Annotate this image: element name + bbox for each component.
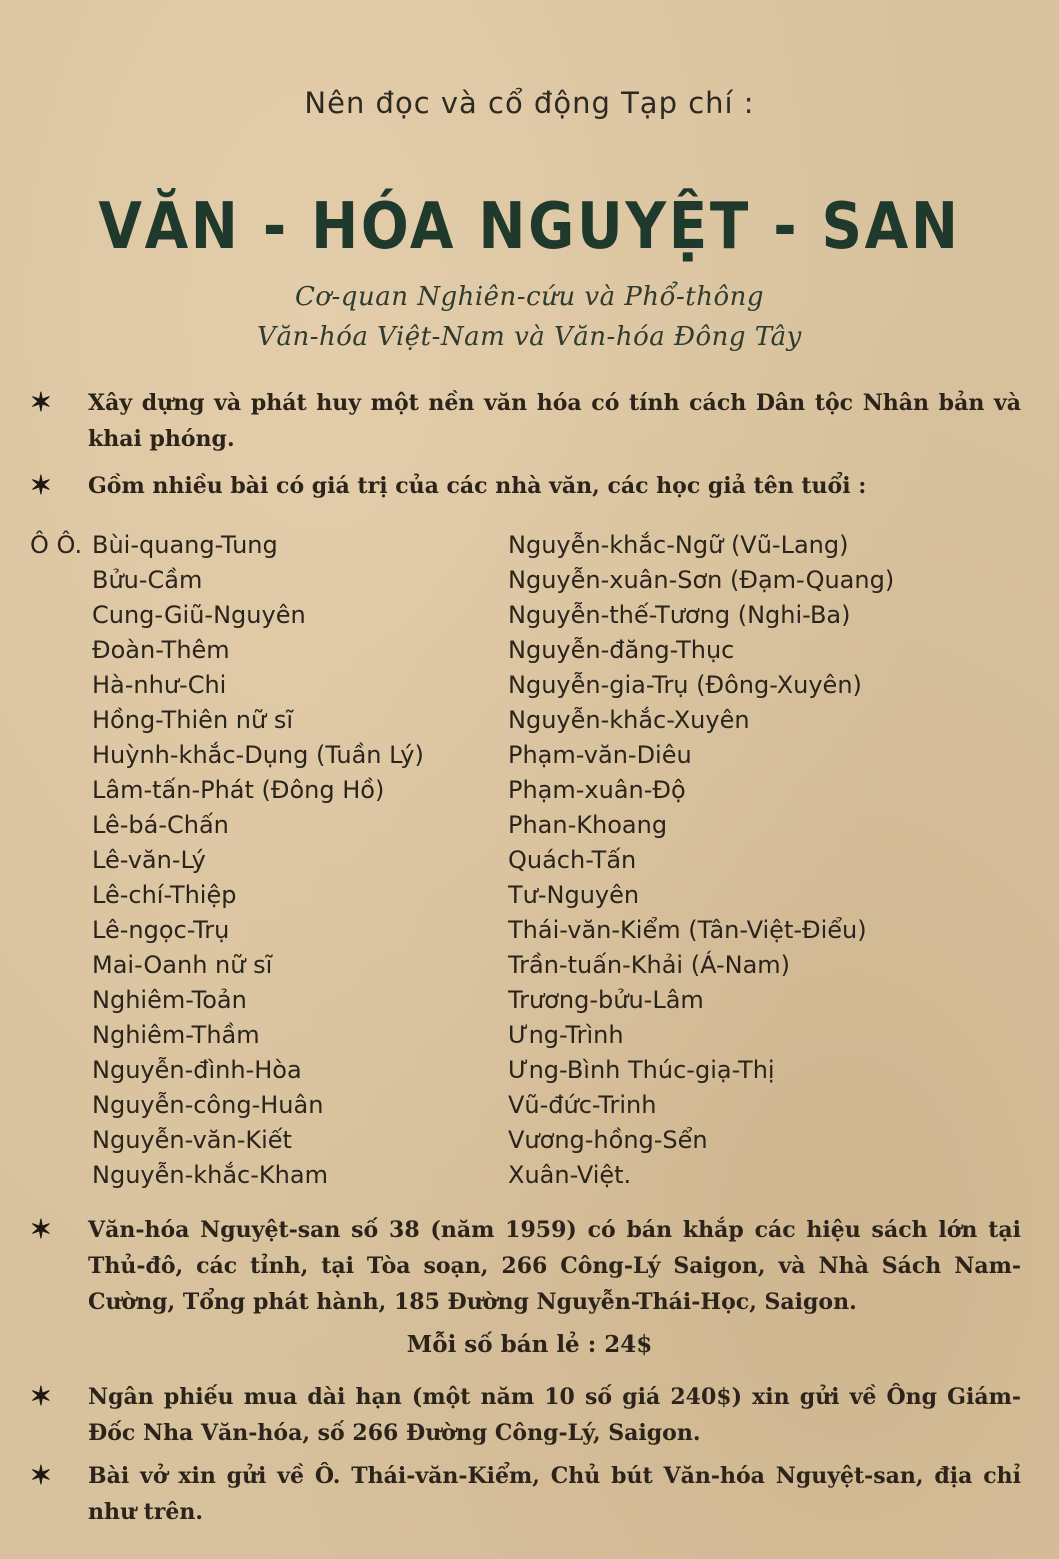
contributor-name: Phạm-văn-Diêu: [508, 741, 692, 769]
contributor-list-right: [508, 528, 894, 1193]
bullet-subscription-notice: [30, 1379, 1021, 1451]
bullet-articles-notice: [30, 1458, 1021, 1530]
contributor-name: Nguyễn-khắc-Kham: [92, 1161, 328, 1189]
retail-price: Mỗi số bán lẻ : 24$: [406, 1331, 653, 1358]
contributor-name: Hồng-Thiên nữ sĩ: [92, 706, 293, 734]
star-bullet-icon: ✶: [30, 1382, 52, 1412]
contributor-name: Huỳnh-khắc-Dụng (Tuần Lý): [92, 741, 424, 769]
names-prefix: Ô Ô.: [30, 531, 83, 559]
contributor-name: Nghiêm-Toản: [92, 986, 247, 1014]
contributor-name: Đoàn-Thêm: [92, 636, 230, 664]
bullet-mission: [30, 385, 1021, 457]
contributor-name: Nguyễn-đình-Hòa: [92, 1056, 302, 1084]
bullet-mission-text: Xây dựng và phát huy một nền văn hóa có tính cách Dân tộc Nhân bản và khai phóng.: [88, 390, 1021, 452]
star-bullet-icon: ✶: [30, 471, 52, 501]
contributor-name: Nguyễn-công-Huân: [92, 1091, 324, 1119]
bullet-contributors: [30, 468, 1021, 504]
subtitle-line-2: Văn-hóa Việt-Nam và Văn-hóa Đông Tây: [257, 322, 802, 352]
sale-notice-text: Văn-hóa Nguyệt-san số 38 (năm 1959) có bán khắp các hiệu sách lớn tại Thủ-đô, các tỉnh, tại Tòa soạn, 266 Công-Lý Saigon, và Nhà Sách Nam-Cường, Tổng phát hành, 185 Đường Nguyễn-Thái-Học, Saigon.: [88, 1217, 1021, 1315]
contributor-name: Bửu-Cầm: [92, 566, 203, 594]
contributor-name: Nguyễn-đăng-Thục: [508, 636, 735, 664]
contributor-list-left: [92, 528, 424, 1193]
contributor-name: Nguyễn-gia-Trụ (Đông-Xuyên): [508, 671, 862, 699]
contributor-name: Xuân-Việt.: [508, 1161, 632, 1189]
contributor-name: Ưng-Bình Thúc-giạ-Thị: [508, 1056, 775, 1084]
contributor-name: Nguyễn-thế-Tương (Nghi-Ba): [508, 601, 851, 629]
bullet-sale-notice: [30, 1212, 1021, 1320]
heading: Nên đọc và cổ động Tạp chí :: [304, 86, 755, 120]
contributor-name: Nghiêm-Thầm: [92, 1021, 260, 1049]
contributor-name: Quách-Tấn: [508, 846, 637, 874]
bullet-contributors-text: Gồm nhiều bài có giá trị của các nhà văn, các học giả tên tuổi :: [88, 473, 867, 499]
contributor-name: Hà-như-Chi: [92, 671, 227, 699]
contributor-name: Lê-văn-Lý: [92, 846, 206, 874]
contributor-name: Bùi-quang-Tung: [92, 531, 278, 559]
contributor-name: Lê-ngọc-Trụ: [92, 916, 230, 944]
contributor-name: Vũ-đức-Trinh: [508, 1091, 657, 1119]
subscription-notice-text: Ngân phiếu mua dài hạn (một năm 10 số giá 240$) xin gửi về Ông Giám-Đốc Nha Văn-hóa, số 266 Đường Công-Lý, Saigon.: [88, 1384, 1021, 1446]
contributor-name: Lâm-tấn-Phát (Đông Hồ): [92, 776, 385, 804]
contributor-name: Phan-Khoang: [508, 811, 668, 839]
contributor-name: Cung-Giũ-Nguyên: [92, 601, 306, 629]
contributor-name: Vương-hồng-Sển: [508, 1126, 708, 1154]
contributor-name: Trần-tuấn-Khải (Á-Nam): [508, 951, 791, 979]
star-bullet-icon: ✶: [30, 388, 52, 418]
contributor-name: Nguyễn-xuân-Sơn (Đạm-Quang): [508, 566, 895, 594]
contributor-name: Nguyễn-khắc-Xuyên: [508, 706, 750, 734]
contributor-name: Ưng-Trình: [508, 1021, 624, 1049]
subtitle-line-1: Cơ-quan Nghiên-cứu và Phổ-thông: [294, 282, 765, 312]
contributor-name: Phạm-xuân-Độ: [508, 776, 686, 804]
articles-notice-text: Bài vở xin gửi về Ô. Thái-văn-Kiểm, Chủ bút Văn-hóa Nguyệt-san, địa chỉ như trên.: [88, 1463, 1021, 1525]
star-bullet-icon: ✶: [30, 1461, 52, 1491]
contributor-name: Nguyễn-khắc-Ngữ (Vũ-Lang): [508, 531, 849, 559]
contributor-name: Lê-bá-Chấn: [92, 811, 229, 839]
star-bullet-icon: ✶: [30, 1215, 52, 1245]
contributor-name: Thái-văn-Kiểm (Tân-Việt-Điểu): [508, 916, 867, 944]
contributor-name: Trương-bửu-Lâm: [508, 986, 704, 1014]
masthead-title: VĂN - HÓA NGUYỆT - SAN: [98, 190, 961, 264]
contributor-name: Lê-chí-Thiệp: [92, 881, 237, 909]
contributor-name: Mai-Oanh nữ sĩ: [92, 951, 273, 979]
contributor-name: Tư-Nguyên: [508, 881, 640, 909]
contributor-name: Nguyễn-văn-Kiết: [92, 1126, 292, 1154]
